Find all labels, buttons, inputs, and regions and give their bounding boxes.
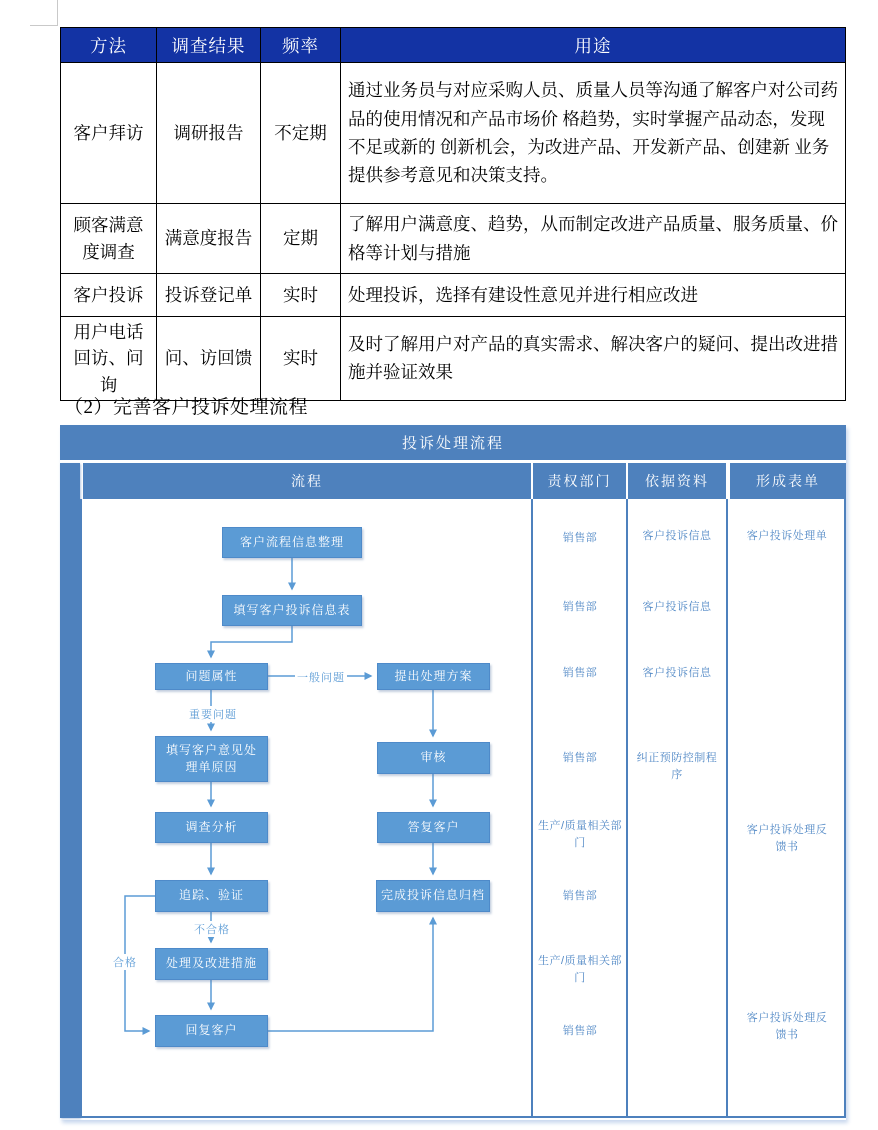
section-heading: （2）完善客户投诉处理流程 [64, 397, 309, 418]
column-divider [726, 499, 728, 1116]
column-header-department: 责权部门 [533, 463, 626, 499]
previous-table-corner-line [30, 0, 58, 26]
form-label: 客户投诉处理单 [746, 530, 828, 542]
flow-node-improve-measures: 处理及改进措施 [155, 948, 268, 980]
flowchart-title: 投诉处理流程 [60, 425, 846, 460]
column-header-reference: 依据资料 [628, 463, 726, 499]
cell-result: 投诉登记单 [157, 274, 261, 317]
cell-result: 问、访回馈 [157, 317, 261, 401]
cell-result: 满意度报告 [157, 204, 261, 274]
cell-frequency: 不定期 [261, 63, 341, 204]
form-label: 客户投诉处理反馈书 [746, 1012, 828, 1042]
flow-node-archive: 完成投诉信息归档 [376, 880, 490, 912]
form-label: 客户投诉处理反馈书 [746, 824, 828, 854]
survey-methods-table [60, 27, 846, 401]
flow-node-review: 审核 [377, 742, 490, 774]
department-label: 销售部 [562, 667, 598, 679]
cell-method: 用户电话回访、问询 [61, 317, 157, 401]
department-label: 销售部 [562, 1025, 598, 1037]
cell-method: 客户投诉 [61, 274, 157, 317]
reference-label: 客户投诉信息 [642, 667, 712, 679]
cell-result: 调研报告 [157, 63, 261, 204]
department-label: 销售部 [562, 532, 598, 544]
column-header-process: 流程 [83, 463, 531, 499]
table-header-row [61, 28, 846, 63]
edge-label-pass: 合格 [111, 954, 139, 970]
flow-node-propose-solution: 提出处理方案 [377, 663, 490, 690]
column-divider [531, 499, 533, 1116]
col-header-method: 方法 [61, 28, 157, 63]
department-label: 生产/质量相关部门 [537, 820, 623, 850]
cell-method: 顾客满意度调查 [61, 204, 157, 274]
flow-node-respond-customer: 回复客户 [155, 1015, 268, 1047]
col-header-result: 调查结果 [157, 28, 261, 63]
cell-frequency: 实时 [261, 274, 341, 317]
cell-use: 及时了解用户对产品的真实需求、解决客户的疑问、提出改进措施并验证效果 [341, 317, 846, 401]
department-label: 销售部 [562, 601, 598, 613]
column-header-forms: 形成表单 [730, 463, 846, 499]
complaint-flowchart [60, 425, 846, 1120]
edge-label-general-issue: 一般问题 [295, 669, 347, 685]
flow-node-track-verify: 追踪、验证 [155, 880, 268, 912]
cell-frequency: 实时 [261, 317, 341, 401]
cell-frequency: 定期 [261, 204, 341, 274]
cell-use: 了解用户满意度、趋势，从而制定改进产品质量、服务质量、价格等计划与措施 [341, 204, 846, 274]
flow-node-reply-customer: 答复客户 [377, 812, 490, 843]
column-divider [80, 499, 82, 1116]
cell-use: 处理投诉，选择有建设性意见并进行相应改进 [341, 274, 846, 317]
flowchart-bottom-border [80, 1116, 846, 1118]
table-row [61, 63, 846, 204]
cell-method: 客户拜访 [61, 63, 157, 204]
department-label: 销售部 [562, 890, 598, 902]
department-label: 生产/质量相关部门 [537, 955, 623, 985]
edge-label-important-issue: 重要问题 [187, 706, 239, 722]
table-row [61, 317, 846, 401]
flowchart-left-band [60, 463, 80, 1118]
flow-node-collect-info: 客户流程信息整理 [222, 527, 362, 558]
department-label: 销售部 [562, 752, 598, 764]
column-divider [844, 499, 846, 1116]
reference-label: 纠正预防控制程序 [636, 752, 718, 782]
col-header-use: 用途 [341, 28, 846, 63]
table-row [61, 274, 846, 317]
reference-label: 客户投诉信息 [642, 530, 712, 542]
flow-node-investigate: 调查分析 [155, 812, 268, 843]
flow-node-fill-opinion-sheet: 填写客户意见处理单原因 [155, 736, 268, 782]
edge-label-fail: 不合格 [192, 921, 232, 937]
col-header-frequency: 频率 [261, 28, 341, 63]
cell-use: 通过业务员与对应采购人员、质量人员等沟通了解客户对公司药品的使用情况和产品市场价 格趋势，实时掌握产品动态，发现不足或新的 创新机会，为改进产品、开发新产品、创建新 业务提供参考意见和决策支持。 [341, 63, 846, 204]
flow-node-fill-complaint-form: 填写客户投诉信息表 [222, 595, 362, 626]
column-divider [626, 499, 628, 1116]
reference-label: 客户投诉信息 [642, 601, 712, 613]
table-row [61, 204, 846, 274]
flow-node-issue-type: 问题属性 [155, 663, 268, 690]
